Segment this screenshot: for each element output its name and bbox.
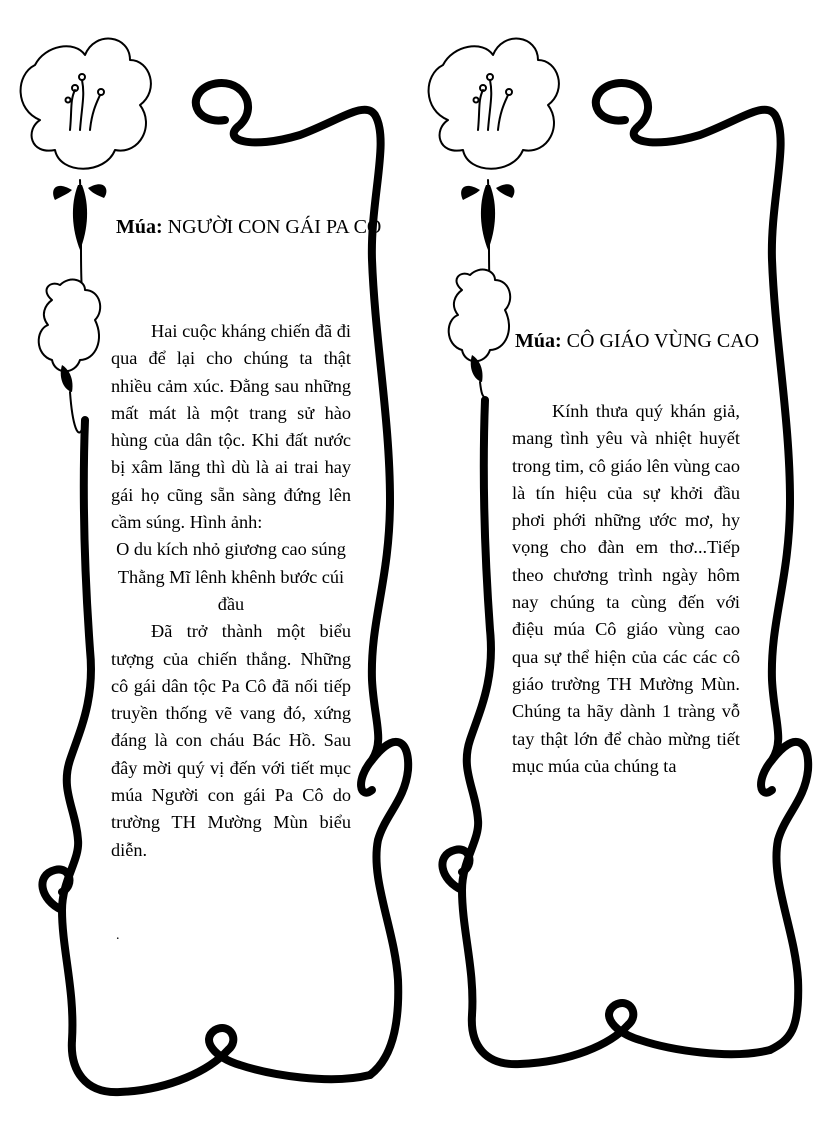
left-card-title: [116, 216, 381, 239]
left-card-body: [111, 318, 351, 864]
left-title-prefix: Múa:: [116, 216, 163, 238]
left-paragraph-1: Hai cuộc kháng chiến đã đi qua để lại cho chúng ta thật nhiều cảm xúc. Đằng sau những mất mát là một trang sử hào hùng của dân tộc. Khi đất nước bị xâm lăng thì dù là ai trai hay gái họ cũng sẵn sàng đứng lên cầm súng. Hình ảnh:: [111, 321, 351, 533]
right-paragraph-1: Kính thưa quý khán giả, mang tình yêu và nhiệt huyết trong tim, cô giáo lên vùng cao là tín hiệu của sự khởi đầu phơi phới những ước mơ, hy vọng cho đàn em thơ...Tiếp theo chương trình ngày hôm nay chúng ta cùng đến với điệu múa Cô giáo vùng cao qua sự thể hiện của các các cô giáo trường TH Mường Mùn. Chúng ta hãy dành 1 tràng vỗ tay thật lớn để chào mừng tiết mục múa của chúng ta: [512, 401, 740, 776]
left-poem-line-1: O du kích nhỏ giương cao súng: [116, 539, 346, 560]
left-title-text: NGƯỜI CON GÁI PA CÔ: [167, 216, 382, 238]
right-card-body: [512, 398, 740, 780]
right-card-title: [515, 330, 759, 353]
left-paragraph-2: Đã trở thành một biểu tượng của chiến thắng. Những cô gái dân tộc Pa Cô đã nối tiếp truyền thống vẽ vang đó, xứng đáng là con cháu Bác Hồ. Sau đây mời quý vị đến với tiết mục múa Người con gái Pa Cô do trường TH Mường Mùn biểu diễn.: [111, 621, 351, 860]
left-poem-line-2: Thằng Mĩ lênh khênh bước cúi đầu: [117, 566, 345, 614]
right-title-text: CÔ GIÁO VÙNG CAO: [566, 330, 760, 352]
left-trailing-dot: .: [116, 928, 120, 943]
right-title-prefix: Múa:: [515, 330, 562, 352]
